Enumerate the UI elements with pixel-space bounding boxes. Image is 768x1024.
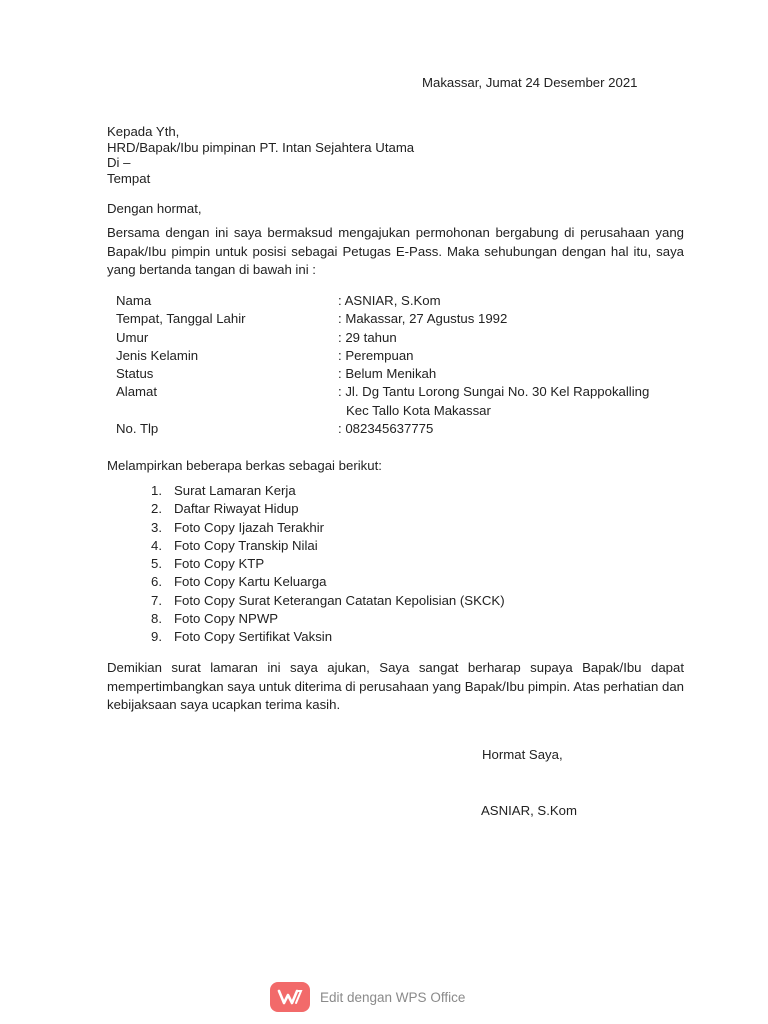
closing-salutation: Hormat Saya,	[482, 747, 563, 762]
list-text: Daftar Riwayat Hidup	[174, 501, 299, 517]
wps-edit-label[interactable]: Edit dengan WPS Office	[320, 989, 466, 1005]
info-row-address	[116, 383, 688, 420]
info-value: : Makassar, 27 Agustus 1992	[338, 311, 508, 327]
list-number: 3.	[151, 519, 162, 535]
address-line: HRD/Bapak/Ibu pimpinan PT. Intan Sejahtera Utama	[107, 139, 415, 155]
list-text: Foto Copy Ijazah Terakhir	[174, 519, 325, 535]
info-row-status	[116, 365, 688, 383]
info-value: : 082345637775	[338, 421, 434, 437]
info-label: Jenis Kelamin	[116, 347, 199, 363]
attachments-intro: Melampirkan beberapa berkas sebagai berikut:	[107, 458, 382, 473]
list-item	[151, 628, 505, 646]
signer-name: ASNIAR, S.Kom	[481, 803, 578, 818]
list-text: Foto Copy Kartu Keluarga	[174, 574, 327, 590]
recipient-address	[107, 124, 414, 186]
list-text: Surat Lamaran Kerja	[174, 483, 296, 498]
address-line: Kepada Yth,	[107, 124, 180, 139]
list-number: 1.	[151, 483, 162, 498]
list-number: 5.	[151, 556, 162, 572]
info-row-gender	[116, 347, 688, 365]
address-line: Di –	[107, 155, 131, 170]
info-value: : Belum Menikah	[338, 366, 437, 382]
list-text: Foto Copy Surat Keterangan Catatan Kepolisian (SKCK)	[174, 592, 505, 608]
applicant-info-table	[116, 292, 688, 438]
list-number: 7.	[151, 592, 162, 608]
address-value-line: Kec Tallo Kota Makassar	[346, 402, 491, 418]
list-item	[151, 537, 505, 555]
list-number: 9.	[151, 629, 162, 645]
list-text: Foto Copy Transkip Nilai	[174, 537, 318, 553]
info-row-birth	[116, 310, 688, 328]
info-row-phone	[116, 420, 688, 438]
info-value	[338, 383, 688, 420]
intro-paragraph: Bersama dengan ini saya bermaksud mengajukan permohonan bergabung di perusahaan yang Bapak/Ibu pimpin untuk posisi sebagai Petugas E-Pass. Maka sehubungan dengan hal itu, saya yang bertanda tangan di bawah ini :	[107, 225, 684, 277]
info-label: Tempat, Tanggal Lahir	[116, 311, 246, 327]
list-item	[151, 555, 505, 573]
list-item	[151, 592, 505, 610]
info-row-age	[116, 329, 688, 347]
info-value: : ASNIAR, S.Kom	[338, 293, 441, 308]
letter-date: Makassar, Jumat 24 Desember 2021	[422, 75, 638, 90]
attachments-list	[151, 482, 505, 647]
list-item	[151, 519, 505, 537]
info-value: : Perempuan	[338, 347, 414, 363]
list-number: 4.	[151, 537, 162, 553]
list-number: 2.	[151, 501, 162, 517]
info-value: : 29 tahun	[338, 329, 397, 345]
list-number: 8.	[151, 611, 162, 627]
address-line: Tempat	[107, 170, 151, 186]
list-text: Foto Copy NPWP	[174, 611, 279, 627]
list-item	[151, 482, 505, 500]
list-text: Foto Copy KTP	[174, 556, 265, 572]
info-label: Alamat	[116, 384, 158, 400]
wps-office-icon[interactable]	[270, 982, 310, 1012]
list-item	[151, 610, 505, 628]
list-number: 6.	[151, 574, 162, 590]
address-value-line: : Jl. Dg Tantu Lorong Sungai No. 30 Kel Rappokalling	[338, 384, 650, 400]
info-label: Umur	[116, 329, 149, 345]
list-text: Foto Copy Sertifikat Vaksin	[174, 629, 333, 645]
info-label: Nama	[116, 293, 152, 308]
list-item	[151, 573, 505, 591]
info-row-name	[116, 292, 688, 310]
greeting: Dengan hormat,	[107, 201, 202, 216]
closing-paragraph: Demikian surat lamaran ini saya ajukan, Saya sangat berharap supaya Bapak/Ibu dapat mempertimbangkan saya untuk diterima di perusahaan yang Bapak/Ibu pimpin. Atas perhatian dan kebijaksaan saya ucapkan terima kasih.	[107, 660, 684, 712]
wps-edit-banner[interactable]	[270, 982, 465, 1012]
info-label: Status	[116, 366, 154, 382]
list-item	[151, 500, 505, 518]
info-label: No. Tlp	[116, 421, 159, 437]
